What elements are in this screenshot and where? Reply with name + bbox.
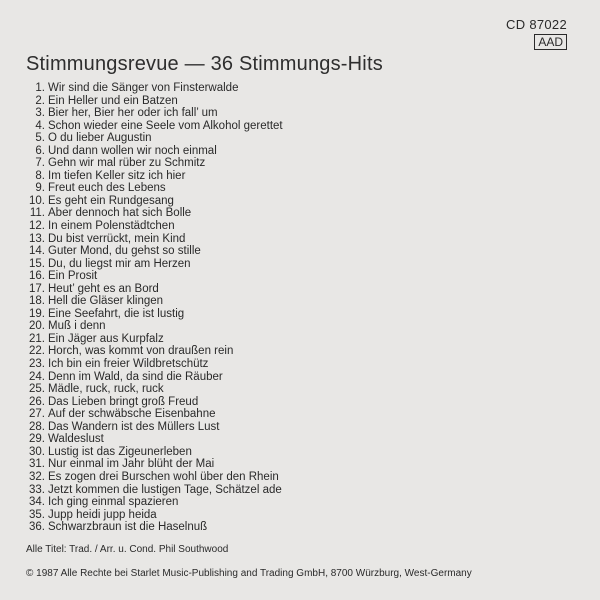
track-number: 22. [29, 345, 45, 358]
catalog-number: CD 87022 [506, 17, 567, 32]
track-title: Wir sind die Sänger von Finsterwalde [48, 82, 239, 94]
track-title: Ein Heller und ein Batzen [48, 94, 178, 107]
track-title: Nur einmal im Jahr blüht der Mai [48, 458, 215, 471]
catalog-block [506, 17, 567, 51]
track-number: 21. [29, 332, 45, 345]
track-number: 36. [29, 521, 45, 534]
track-number: 26. [29, 395, 45, 408]
track-item [26, 383, 283, 396]
track-number: 32. [29, 470, 45, 483]
track-number: 8. [35, 169, 45, 182]
track-item [26, 233, 283, 246]
track-title: Es geht ein Rundgesang [48, 194, 174, 207]
track-title: Ein Prosit [48, 270, 98, 283]
track-title: O du lieber Augustin [48, 132, 152, 145]
track-item [26, 471, 283, 484]
track-number: 25. [29, 383, 45, 396]
track-title: Es zogen drei Burschen wohl über den Rhein [48, 470, 279, 483]
track-title: Eine Seefahrt, die ist lustig [48, 307, 185, 320]
track-item [26, 132, 283, 145]
track-item [26, 157, 283, 170]
track-title: Jupp heidi jupp heida [48, 508, 157, 521]
track-item [26, 270, 283, 283]
track-item [26, 521, 283, 534]
track-title: Im tiefen Keller sitz ich hier [48, 169, 186, 182]
track-item [26, 207, 283, 220]
track-title: Hell die Gläser klingen [48, 295, 164, 308]
track-title: Du bist verrückt, mein Kind [48, 232, 186, 245]
track-title: Schwarzbraun ist die Haselnuß [48, 521, 208, 534]
track-number: 16. [29, 270, 45, 283]
track-number: 7. [35, 157, 45, 170]
track-item [26, 220, 283, 233]
track-item [26, 145, 283, 158]
track-title: Schon wieder eine Seele vom Alkohol gerettet [48, 119, 283, 132]
track-title: Freut euch des Lebens [48, 182, 166, 195]
track-item [26, 446, 283, 459]
album-title: Stimmungsrevue — 36 Stimmungs-Hits [26, 53, 383, 75]
track-title: Ich bin ein freier Wildbretschütz [48, 358, 209, 371]
track-number: 5. [35, 132, 45, 145]
track-number: 24. [29, 370, 45, 383]
track-title: Guter Mond, du gehst so stille [48, 245, 201, 258]
track-item [26, 182, 283, 195]
track-item [26, 496, 283, 509]
track-list [26, 82, 283, 534]
track-title: Du, du liegst mir am Herzen [48, 257, 191, 270]
track-number: 9. [35, 182, 45, 195]
track-number: 35. [29, 508, 45, 521]
track-item [26, 333, 283, 346]
track-title: In einem Polenstädtchen [48, 220, 175, 233]
track-item [26, 484, 283, 497]
track-number: 2. [35, 94, 45, 107]
track-number: 15. [29, 257, 45, 270]
track-title: Mädle, ruck, ruck, ruck [48, 383, 164, 396]
track-number: 30. [29, 445, 45, 458]
track-title: Jetzt kommen die lustigen Tage, Schätzel ade [48, 483, 282, 496]
track-item [26, 170, 283, 183]
recording-code-badge: AAD [534, 34, 567, 50]
track-number: 6. [35, 144, 45, 157]
track-title: Gehn wir mal rüber zu Schmitz [48, 157, 206, 170]
track-item [26, 345, 283, 358]
track-title: Muß i denn [48, 320, 106, 333]
track-number: 29. [29, 433, 45, 446]
track-title: Ich ging einmal spazieren [48, 496, 179, 509]
track-item [26, 509, 283, 522]
track-title: Horch, was kommt von draußen rein [48, 345, 234, 358]
track-item [26, 107, 283, 120]
track-item [26, 320, 283, 333]
track-title: Das Wandern ist des Müllers Lust [48, 420, 220, 433]
track-number: 23. [29, 358, 45, 371]
track-number: 1. [35, 82, 45, 94]
track-item [26, 358, 283, 371]
track-item [26, 308, 283, 321]
track-number: 13. [29, 232, 45, 245]
copyright-line: © 1987 Alle Rechte bei Starlet Music-Publishing and Trading GmbH, 8700 Würzburg, West-Germany [26, 568, 472, 579]
track-title: Bier her, Bier her oder ich fall’ um [48, 107, 218, 120]
track-item [26, 195, 283, 208]
track-title: Und dann wollen wir noch einmal [48, 144, 217, 157]
track-number: 12. [29, 220, 45, 233]
track-number: 4. [35, 119, 45, 132]
track-number: 3. [35, 107, 45, 120]
track-item [26, 95, 283, 108]
track-number: 10. [29, 194, 45, 207]
track-title: Denn im Wald, da sind die Räuber [48, 370, 223, 383]
track-number: 33. [29, 483, 45, 496]
track-number: 17. [29, 282, 45, 295]
track-title: Waldeslust [48, 433, 104, 446]
track-number: 27. [29, 408, 45, 421]
track-title: Aber dennoch hat sich Bolle [48, 207, 192, 220]
track-number: 28. [29, 420, 45, 433]
track-title: Heut’ geht es an Bord [48, 282, 159, 295]
credits-line: Alle Titel: Trad. / Arr. u. Cond. Phil Southwood [26, 544, 229, 555]
track-item [26, 371, 283, 384]
track-number: 18. [29, 295, 45, 308]
track-item [26, 433, 283, 446]
track-number: 20. [29, 320, 45, 333]
track-item [26, 295, 283, 308]
track-item [26, 245, 283, 258]
track-item [26, 408, 283, 421]
track-number: 14. [29, 245, 45, 258]
track-item [26, 120, 283, 133]
track-item [26, 283, 283, 296]
track-number: 11. [29, 207, 45, 220]
track-item [26, 258, 283, 271]
track-title: Lustig ist das Zigeunerleben [48, 445, 192, 458]
track-item [26, 396, 283, 409]
track-number: 19. [29, 307, 45, 320]
track-number: 31. [29, 458, 45, 471]
track-item [26, 82, 283, 95]
track-number: 34. [29, 496, 45, 509]
track-item [26, 458, 283, 471]
track-item [26, 421, 283, 434]
track-title: Das Lieben bringt groß Freud [48, 395, 199, 408]
track-title: Ein Jäger aus Kurpfalz [48, 332, 164, 345]
track-title: Auf der schwäbsche Eisenbahne [48, 408, 216, 421]
